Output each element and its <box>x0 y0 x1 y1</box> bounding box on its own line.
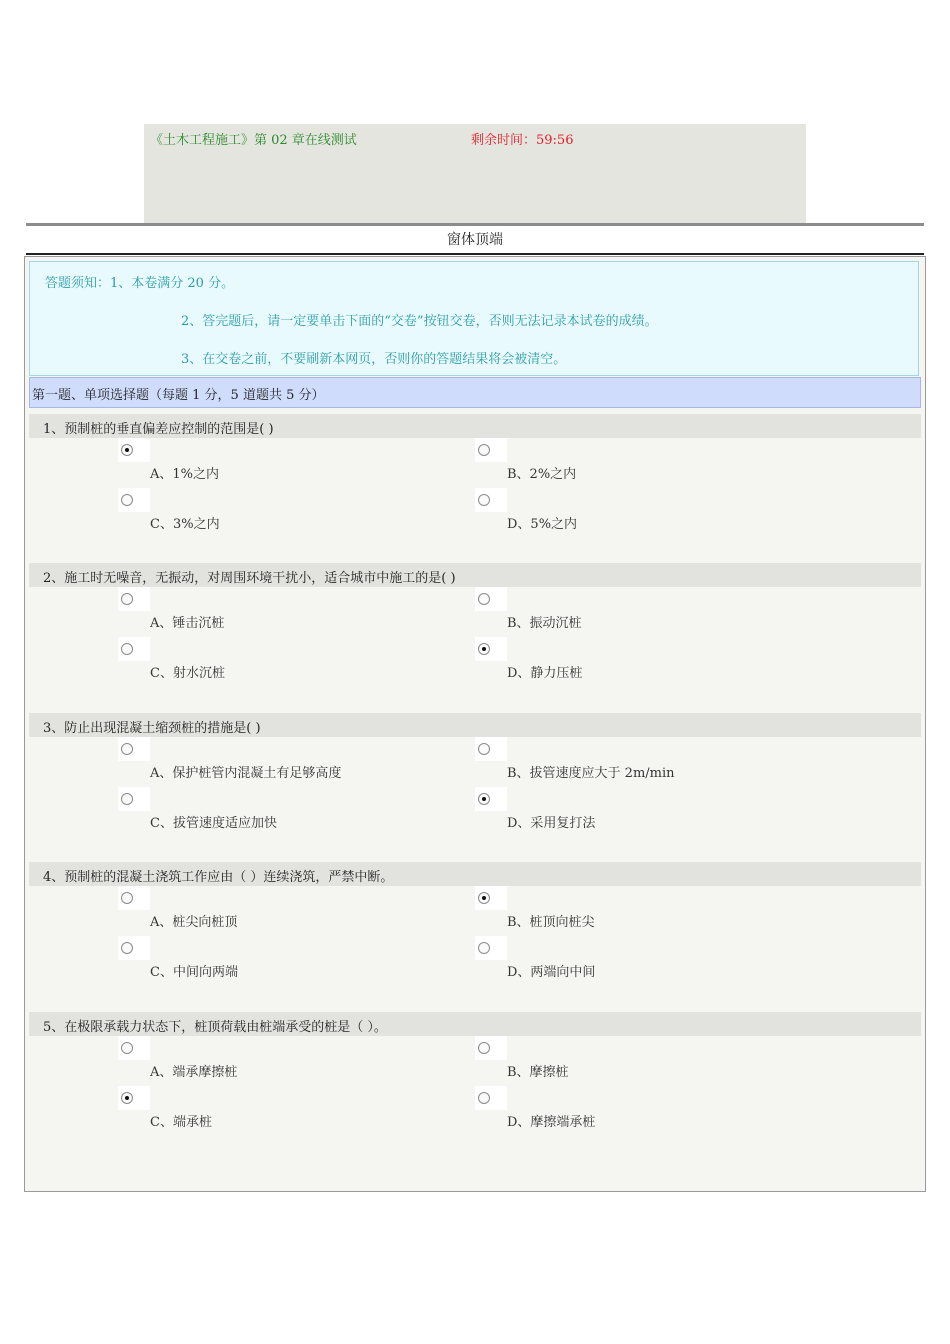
radio-button[interactable] <box>478 793 490 805</box>
option-label: A、保护桩管内混凝土有足够高度 <box>150 766 342 781</box>
instruction-line-2: 2、答完题后，请一定要单击下面的“交卷”按钮交卷，否则无法记录本试卷的成绩。 <box>181 314 658 329</box>
radio-frame <box>118 886 150 910</box>
option-label: C、中间向两端 <box>150 965 238 980</box>
radio-button[interactable] <box>121 743 133 755</box>
radio-frame <box>118 1086 150 1110</box>
radio-frame <box>475 438 507 462</box>
radio-button[interactable] <box>121 494 133 506</box>
question-title <box>29 414 921 438</box>
instruction-line-3: 3、在交卷之前，不要刷新本网页，否则你的答题结果将会被清空。 <box>181 352 567 367</box>
section-title: 第一题、单项选择题（每题 1 分，5 道题共 5 分） <box>32 388 325 403</box>
exam-form <box>24 256 926 1192</box>
option-label: D、两端向中间 <box>507 965 596 980</box>
radio-frame <box>475 637 507 661</box>
option-label: D、5%之内 <box>507 517 578 532</box>
option-label: A、锤击沉桩 <box>150 616 225 631</box>
radio-button[interactable] <box>121 1042 133 1054</box>
option-label: B、桩顶向桩尖 <box>507 915 595 930</box>
option-label: C、3%之内 <box>150 517 220 532</box>
radio-button[interactable] <box>478 444 490 456</box>
divider <box>26 253 924 255</box>
section-header <box>29 377 921 408</box>
option-label: A、1%之内 <box>150 467 220 482</box>
question-text: 4、预制桩的混凝土浇筑工作应由（ ）连续浇筑，严禁中断。 <box>43 870 394 885</box>
radio-button[interactable] <box>478 494 490 506</box>
radio-frame <box>475 587 507 611</box>
option-label: C、拔管速度适应加快 <box>150 816 277 831</box>
radio-button[interactable] <box>121 793 133 805</box>
question-title <box>29 1012 921 1036</box>
radio-button[interactable] <box>121 942 133 954</box>
radio-button[interactable] <box>478 643 490 655</box>
option-label: B、拔管速度应大于 2m/min <box>507 766 675 781</box>
radio-button[interactable] <box>121 643 133 655</box>
option-label: A、桩尖向桩顶 <box>150 915 238 930</box>
radio-button[interactable] <box>478 892 490 904</box>
option-label: D、静力压桩 <box>507 666 583 681</box>
radio-frame <box>475 936 507 960</box>
radio-button[interactable] <box>478 1092 490 1104</box>
radio-frame <box>118 438 150 462</box>
radio-frame <box>118 1036 150 1060</box>
question-text: 1、预制桩的垂直偏差应控制的范围是( ) <box>43 422 274 437</box>
radio-frame <box>475 737 507 761</box>
radio-button[interactable] <box>121 593 133 605</box>
question-text: 3、防止出现混凝土缩颈桩的措施是( ) <box>43 721 261 736</box>
radio-button[interactable] <box>478 1042 490 1054</box>
radio-button[interactable] <box>478 743 490 755</box>
question-title <box>29 713 921 737</box>
radio-frame <box>118 587 150 611</box>
exam-header <box>144 124 806 223</box>
radio-frame <box>118 488 150 512</box>
instruction-line-1: 答题须知：1、本卷满分 20 分。 <box>45 276 235 291</box>
option-label: D、摩擦端承桩 <box>507 1115 596 1130</box>
radio-button[interactable] <box>478 593 490 605</box>
option-label: D、采用复打法 <box>507 816 596 831</box>
question-text: 2、施工时无噪音，无振动，对周围环境干扰小，适合城市中施工的是( ) <box>43 571 456 586</box>
radio-button[interactable] <box>121 444 133 456</box>
option-label: B、摩擦桩 <box>507 1065 569 1080</box>
radio-button[interactable] <box>121 1092 133 1104</box>
radio-frame <box>475 886 507 910</box>
question-title <box>29 563 921 587</box>
option-label: C、射水沉桩 <box>150 666 225 681</box>
question-title <box>29 862 921 886</box>
question-text: 5、在极限承载力状态下，桩顶荷载由桩端承受的桩是（ ）。 <box>43 1020 387 1035</box>
radio-frame <box>475 1086 507 1110</box>
radio-frame <box>475 488 507 512</box>
option-label: A、端承摩擦桩 <box>150 1065 238 1080</box>
remaining-time: 剩余时间：59:56 <box>471 133 574 148</box>
radio-frame <box>475 787 507 811</box>
radio-frame <box>118 737 150 761</box>
radio-frame <box>118 637 150 661</box>
option-label: B、2%之内 <box>507 467 577 482</box>
radio-button[interactable] <box>121 892 133 904</box>
divider <box>26 223 924 226</box>
radio-button[interactable] <box>478 942 490 954</box>
instructions-box <box>29 261 919 376</box>
option-label: B、振动沉桩 <box>507 616 582 631</box>
radio-frame <box>118 787 150 811</box>
exam-title: 《土木工程施工》第 02 章在线测试 <box>150 133 357 148</box>
option-label: C、端承桩 <box>150 1115 212 1130</box>
form-top-label: 窗体顶端 <box>447 232 503 248</box>
radio-frame <box>118 936 150 960</box>
radio-frame <box>475 1036 507 1060</box>
